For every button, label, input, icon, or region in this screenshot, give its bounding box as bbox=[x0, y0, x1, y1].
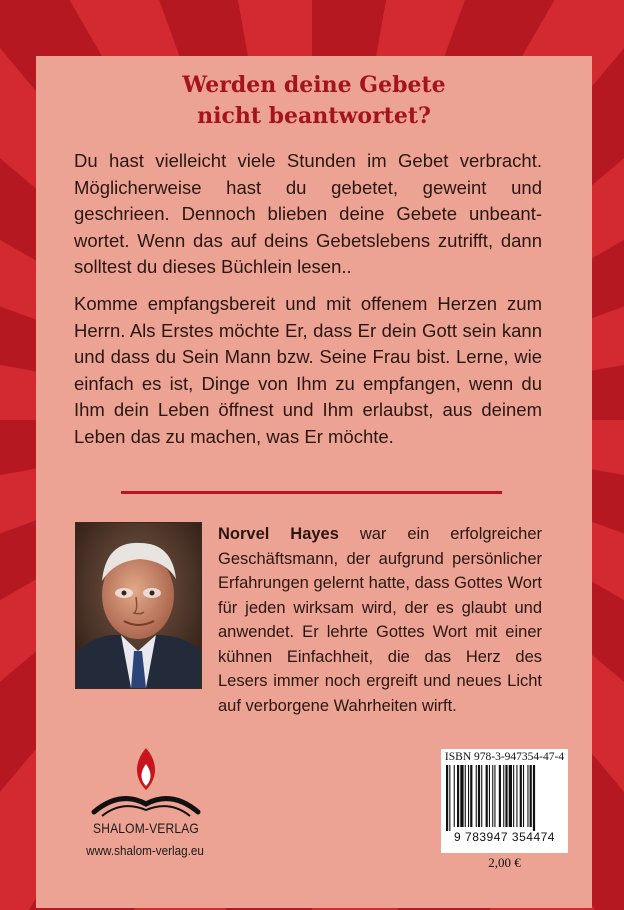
barcode-bar bbox=[476, 765, 477, 827]
author-portrait bbox=[75, 522, 202, 689]
barcode-bars bbox=[444, 765, 565, 831]
barcode-bar bbox=[470, 765, 472, 827]
publisher-url[interactable]: www.shalom-verlag.eu bbox=[86, 843, 204, 858]
barcode-bar bbox=[494, 765, 495, 827]
barcode-bar bbox=[523, 765, 524, 827]
barcode-bar bbox=[499, 765, 501, 827]
barcode-bar bbox=[492, 765, 493, 827]
barcode-bar bbox=[527, 765, 528, 827]
barcode-bar bbox=[486, 765, 488, 827]
barcode-bar bbox=[468, 765, 469, 827]
author-name: Norvel Hayes bbox=[218, 525, 339, 543]
description-paragraph-1: Du hast vielleicht viele Stunden im Gebet verbracht. Möglicherweise hast du gebetet, geweint und geschrieen. Dennoch blieben deine Gebete unbeant-wortet. Wenn das auf deins Gebetslebens zutrifft, dann solltest du dieses Büchlein lesen.. bbox=[74, 150, 542, 277]
section-divider bbox=[121, 491, 502, 494]
barcode-bar bbox=[446, 765, 448, 831]
barcode-bar bbox=[457, 765, 459, 827]
barcode-bar bbox=[449, 765, 450, 831]
barcode-bar bbox=[520, 765, 522, 827]
publisher-name: SHALOM-VERLAG bbox=[93, 820, 199, 836]
barcode-bar bbox=[505, 765, 507, 827]
barcode-bar bbox=[513, 765, 514, 827]
barcode-bar bbox=[478, 765, 480, 827]
barcode-bar bbox=[489, 765, 490, 827]
author-bio-text: war ein erfolgreicher Geschäftsmann, der aufgrund persönlicher Erfahrungen gelernt hatte, dass Gottes Wort für jeden wirksam wird, der es glaubt und anwendet. Er lehrte Gottes Wort mit einer kühnen Einfachheit, die das Herz des Lesers immer noch ergreift und neues Licht auf verborgene Wahrheiten wirft. bbox=[218, 525, 542, 715]
barcode-bar bbox=[509, 765, 512, 827]
barcode-bar bbox=[503, 765, 504, 827]
barcode-digits: 9 783947 354474 bbox=[454, 830, 555, 844]
price-label: 2,00 € bbox=[488, 855, 521, 870]
barcode-bar bbox=[454, 765, 455, 827]
title-line-2: nicht beantwortet? bbox=[197, 103, 431, 129]
isbn-barcode bbox=[441, 749, 568, 853]
flame-open-book-icon bbox=[84, 742, 208, 820]
barcode-bar bbox=[465, 765, 466, 827]
author-bio bbox=[218, 522, 542, 718]
barcode-bar bbox=[481, 765, 482, 827]
barcode-bar bbox=[530, 765, 532, 827]
barcode-bar bbox=[533, 765, 535, 831]
barcode-bar bbox=[516, 765, 517, 827]
description-paragraph-2: Komme empfangsbereit und mit offenem Herzen zum Herrn. Als Erstes möchte Er, dass Er dein Gott sein kann und dass du Sein Mann bzw. Seine Frau bist. Lerne, wie einfach es ist, Dinge von Ihm zu empfangen, wenn du Ihm dein Leben öffnest und Ihm erlaubst, aus deinem Leben das zu machen, was Er möchte. bbox=[74, 293, 542, 447]
book-title bbox=[36, 70, 592, 132]
barcode-bar bbox=[460, 765, 463, 827]
title-line-1: Werden deine Gebete bbox=[182, 72, 446, 98]
isbn-label: ISBN 978-3-947354-47-4 bbox=[444, 751, 565, 763]
